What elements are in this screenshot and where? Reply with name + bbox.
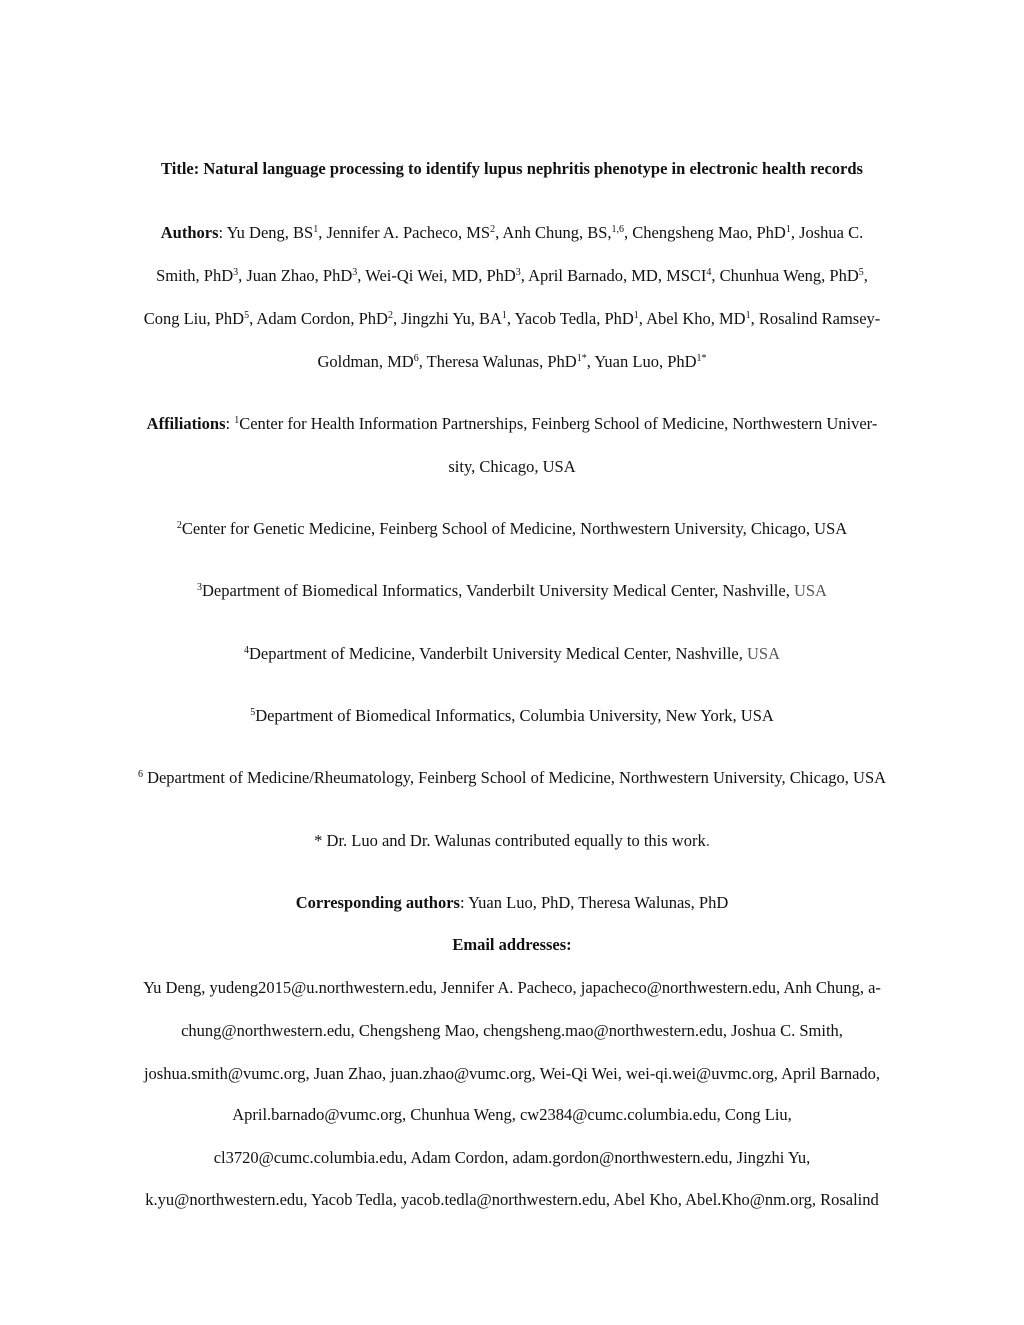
affiliation-number: 6 [137, 769, 143, 780]
author-text: , Jingzhi Yu, BA [392, 309, 502, 328]
corresponding-authors [90, 892, 934, 914]
affiliation-5 [90, 705, 934, 727]
affiliation-text: sity, Chicago, USA [448, 457, 576, 476]
author-affil-sup: 3 [515, 267, 521, 278]
author-affil-sup: 4 [706, 267, 712, 278]
corresponding-text: : Yuan Luo, PhD, Theresa Walunas, PhD [459, 893, 729, 912]
author-text: : Yu Deng, BS [218, 223, 314, 242]
affiliation-number: 4 [243, 645, 249, 656]
author-text: , Yacob Tedla, PhD [506, 309, 634, 328]
affiliation-6 [90, 767, 934, 789]
affiliation-text: Center for Health Information Partnerships, Feinberg School of Medicine, Northwestern Univer- [239, 414, 878, 433]
author-text: , Theresa Walunas, PhD [418, 352, 577, 371]
title-label: Title: [161, 159, 200, 178]
author-text: , April Barnado, MD, MSCI [520, 266, 707, 285]
corresponding-label: Corresponding authors [295, 893, 460, 912]
author-text: , Joshua C. [790, 223, 864, 242]
note-text: * Dr. Luo and Dr. Walunas contributed equally to this work [314, 831, 706, 850]
author-text: , Adam Cordon, PhD [249, 309, 388, 328]
author-affil-sup: 1 [501, 310, 507, 321]
authors-line-3 [90, 308, 934, 330]
affiliation-country: USA [793, 581, 827, 600]
authors-line-2 [90, 265, 934, 287]
affiliation-text: Department of Medicine, Vanderbilt University Medical Center, Nashville, [248, 644, 747, 663]
affiliation-number: 2 [176, 520, 182, 531]
author-affil-sup: 1 [785, 224, 791, 235]
author-text: , Yuan Luo, PhD [586, 352, 697, 371]
author-affil-sup: 2 [490, 224, 496, 235]
author-affil-sup: 1 [313, 224, 319, 235]
author-affil-sup: 2 [387, 310, 393, 321]
affiliation-number: 5 [250, 707, 256, 718]
author-text: Cong Liu, PhD [143, 309, 245, 328]
title-text: Natural language processing to identify lupus nephritis phenotype in electronic health records [203, 159, 863, 178]
author-text: , Wei-Qi Wei, MD, PhD [357, 266, 516, 285]
affiliation-3 [90, 580, 934, 602]
author-affil-sup: 5 [244, 310, 250, 321]
email-line: Yu Deng, yudeng2015@u.northwestern.edu, Jennifer A. Pacheco, japacheco@northwestern.edu, Anh Chung, a- [143, 978, 881, 997]
author-affil-sup: 5 [858, 267, 864, 278]
author-text: , Chengsheng Mao, PhD [624, 223, 786, 242]
affiliation-2 [90, 518, 934, 540]
affiliation-1-line-2 [90, 456, 934, 478]
author-affil-sup: 1* [576, 353, 587, 364]
author-affil-sup: 1 [633, 310, 639, 321]
email-line: cl3720@cumc.columbia.edu, Adam Cordon, adam.gordon@northwestern.edu, Jingzhi Yu, [213, 1148, 811, 1167]
email-line: April.barnado@vumc.org, Chunhua Weng, cw2384@cumc.columbia.edu, Cong Liu, [232, 1105, 792, 1124]
affiliation-text: Center for Genetic Medicine, Feinberg School of Medicine, Northwestern University, Chicago, USA [181, 519, 848, 538]
author-affil-sup: 3 [233, 267, 239, 278]
author-text: , Jennifer A. Pacheco, MS [318, 223, 491, 242]
affiliation-text: Department of Biomedical Informatics, Vanderbilt University Medical Center, Nashville, [202, 581, 794, 600]
affiliation-number: 3 [197, 582, 202, 593]
equal-contribution-note [90, 830, 934, 852]
affiliations-colon: : [225, 414, 235, 433]
authors-line-4 [90, 351, 934, 373]
author-text: , [863, 266, 868, 285]
author-text: , Juan Zhao, PhD [238, 266, 353, 285]
email-line: chung@northwestern.edu, Chengsheng Mao, chengsheng.mao@northwestern.edu, Joshua C. Smith, [181, 1021, 843, 1040]
author-text: , Chunhua Weng, PhD [711, 266, 859, 285]
email-line: k.yu@northwestern.edu, Yacob Tedla, yacob.tedla@northwestern.edu, Abel Kho, Abel.Kho@nm.org, Rosalind [145, 1190, 879, 1209]
author-text: , Anh Chung, BS, [495, 223, 612, 242]
author-affil-sup: 6 [413, 353, 419, 364]
note-period: . [705, 831, 710, 850]
author-text: Smith, PhD [156, 266, 234, 285]
author-text: , Rosalind Ramsey- [750, 309, 881, 328]
affiliation-text: Department of Medicine/Rheumatology, Feinberg School of Medicine, Northwestern University, Chicago, USA [142, 768, 887, 787]
email-addresses-heading: Email addresses: [452, 935, 572, 954]
paper-title [90, 158, 934, 180]
affiliation-4 [90, 643, 934, 665]
affiliation-number: 1 [234, 415, 240, 426]
author-affil-sup: 3 [352, 267, 358, 278]
affiliation-country: USA [747, 644, 781, 663]
author-affil-sup: 1* [696, 353, 707, 364]
affiliations-label: Affiliations [146, 414, 226, 433]
email-line: joshua.smith@vumc.org, Juan Zhao, juan.zhao@vumc.org, Wei-Qi Wei, wei-qi.wei@uvmc.org, April Barnado, [143, 1064, 881, 1083]
author-affil-sup: 1,6 [611, 224, 625, 235]
affiliation-1-line-1 [90, 413, 934, 435]
author-text: Goldman, MD [317, 352, 414, 371]
authors-label: Authors [160, 223, 219, 242]
author-text: , Abel Kho, MD [638, 309, 746, 328]
authors-line-1 [90, 222, 934, 244]
affiliation-text: Department of Biomedical Informatics, Columbia University, New York, USA [255, 706, 774, 725]
author-affil-sup: 1 [745, 310, 751, 321]
